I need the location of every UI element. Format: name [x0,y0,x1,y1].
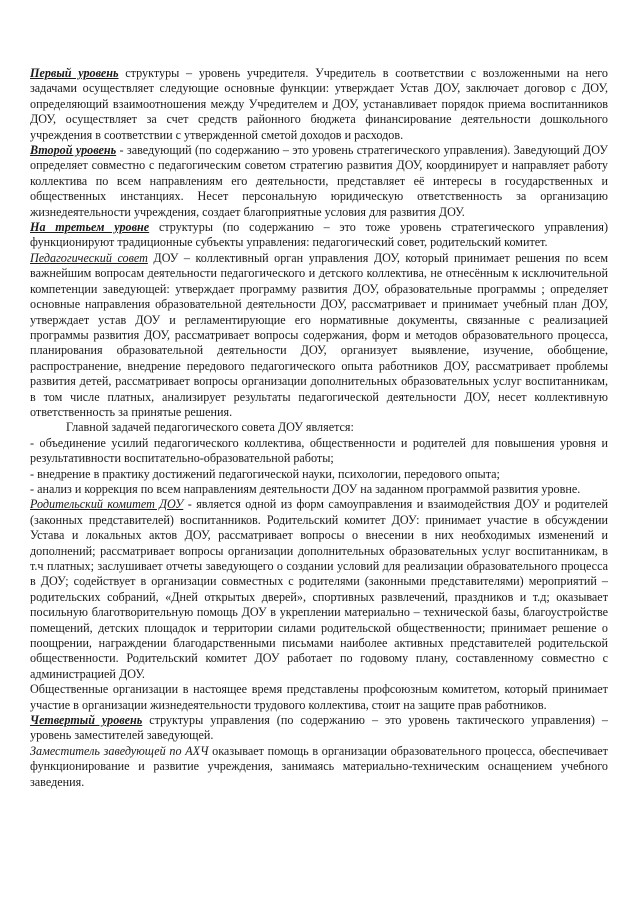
deputy-head-text: оказывает помощь в организации образовательного процесса, обеспечивает функционирование и развитие учреждения, занимаясь материально-техническим оснащением учебного заведения. [30,743,608,789]
first-level-text: структуры – уровень учредителя. Учредитель в соответствии с возложенными на него задачами осуществляет следующие основные функции: утверждает Устав ДОУ, заключает договор с ДОУ, определяющий взаимоотношения между Учредителем и ДОУ, устанавливает порядок приема воспитанников ДОУ, осуществляет за счет средств районного бюджета финансирование деятельности дошкольного учреждения в соответствии с утвержденной сметой доходов и расходов. [30,66,608,142]
pedagogical-council-label: Педагогический совет [30,250,148,265]
third-level-label: На третьем уровне [30,220,150,235]
deputy-head-label: Заместитель заведующей по АХЧ [30,743,209,758]
paragraph-parent-committee [30,497,608,682]
paragraph-first-level [30,66,608,143]
paragraph-fourth-level [30,713,608,744]
second-level-label: Второй уровень [30,143,117,158]
parent-committee-text: - является одной из форм самоуправления и взаимодействия ДОУ и родителей (законных представителей) воспитанников. Родительский комитет ДОУ: принимает участие в обсуждении Устава и локальных актов ДОУ, рассматривает вопросы о внесении в них необходимых изменений и дополнений; рассматривает вопросы организации дополнительных образовательных услуг воспитанникам, в т.ч платных; заслушивает отчеты заведующего о создании условий для реализации образовательного процесса в ДОУ; содействует в организации совместных с родителями (законными представителями) мероприятий – родительских собраний, «Дней открытых дверей», спортивных развлечений, праздников и т.д; оказывает посильную благотворительную помощь ДОУ в укреплении материально – технической базы, благоустройстве помещений, детских площадок и территории силами родительской общественности; принимает решение о поощрении, награждении благодарственными письмами наиболее активных представителей родительской общественности. Родительский комитет ДОУ работает по годовому плану, составленному совместно с администрацией ДОУ. [30,497,608,681]
list-item: - объединение усилий педагогического коллектива, общественности и родителей для повышения уровня и результативности воспитательно-образовательной работы; [30,435,608,466]
fourth-level-text: структуры управления (по содержанию – это уровень тактического управления) – уровень заместителей заведующей. [30,713,608,743]
list-item: - внедрение в практику достижений педагогической науки, психологии, передового опыта; [30,466,500,481]
paragraph-deputy-head [30,744,608,790]
first-level-label: Первый уровень [30,66,119,80]
list-item: - анализ и коррекция по всем направлениям деятельности ДОУ на заданном программой развития уровне. [30,481,581,496]
pedagogical-council-text: ДОУ – коллективный орган управления ДОУ, который принимает решения по всем важнейшим вопросам деятельности педагогического и детского коллектива, не отнесённым к исключительной компетенции заведующей: утверждает программу развития ДОУ, образовательные программы ; определяет основные направления образовательной деятельности ДОУ, рассматривает и принимает учебный план ДОУ, утверждает устав ДОУ и регламентирующие его нормативные документы, связанные с реализацией программы развития ДОУ, рассматривает вопросы содержания, форм и методов образовательного процесса, планирования образовательной деятельности ДОУ, организует выявление, изучение, обобщение, распространение, внедрение передового педагогического опыта работников ДОУ, рассматривает проблемы развития детей, рассматривает вопросы организации дополнительных образовательных услуг воспитанникам, в том числе платных, анализирует результаты педагогической деятельности ДОУ, несет коллективную ответственность за принятые решения. [30,250,609,419]
parent-committee-label: Родительский комитет ДОУ [30,497,184,512]
third-level-text: структуры (по содержанию – это тоже уровень стратегического управления) функционируют традиционные субъекты управления: педагогический совет, родительский комитет. [30,220,608,250]
paragraph-public-organizations: Общественные организации в настоящее время представлены профсоюзным комитетом, который принимает участие в организации жизнедеятельности трудового коллектива, стоит на защите прав работников. [30,682,608,712]
paragraph-second-level [30,143,608,220]
paragraph-third-level [30,220,608,251]
document-page [30,66,608,790]
fourth-level-label: Четвертый уровень [30,713,143,728]
second-level-text: - заведующий (по содержанию – это уровень стратегического управления). Заведующий ДОУ определяет совместно с педагогическим советом стратегию развития ДОУ, координирует и направляет работу коллектива по всем направлениям его деятельности, представляет её интересы в государственных и общественных инстанциях. Несет персональную юридическую ответственность за организацию жизнедеятельности учреждения, создает благоприятные условия для развития ДОУ. [30,143,608,219]
paragraph-pedagogical-council [30,251,608,420]
paragraph-main-task: Главной задачей педагогического совета ДОУ является: [66,420,354,435]
